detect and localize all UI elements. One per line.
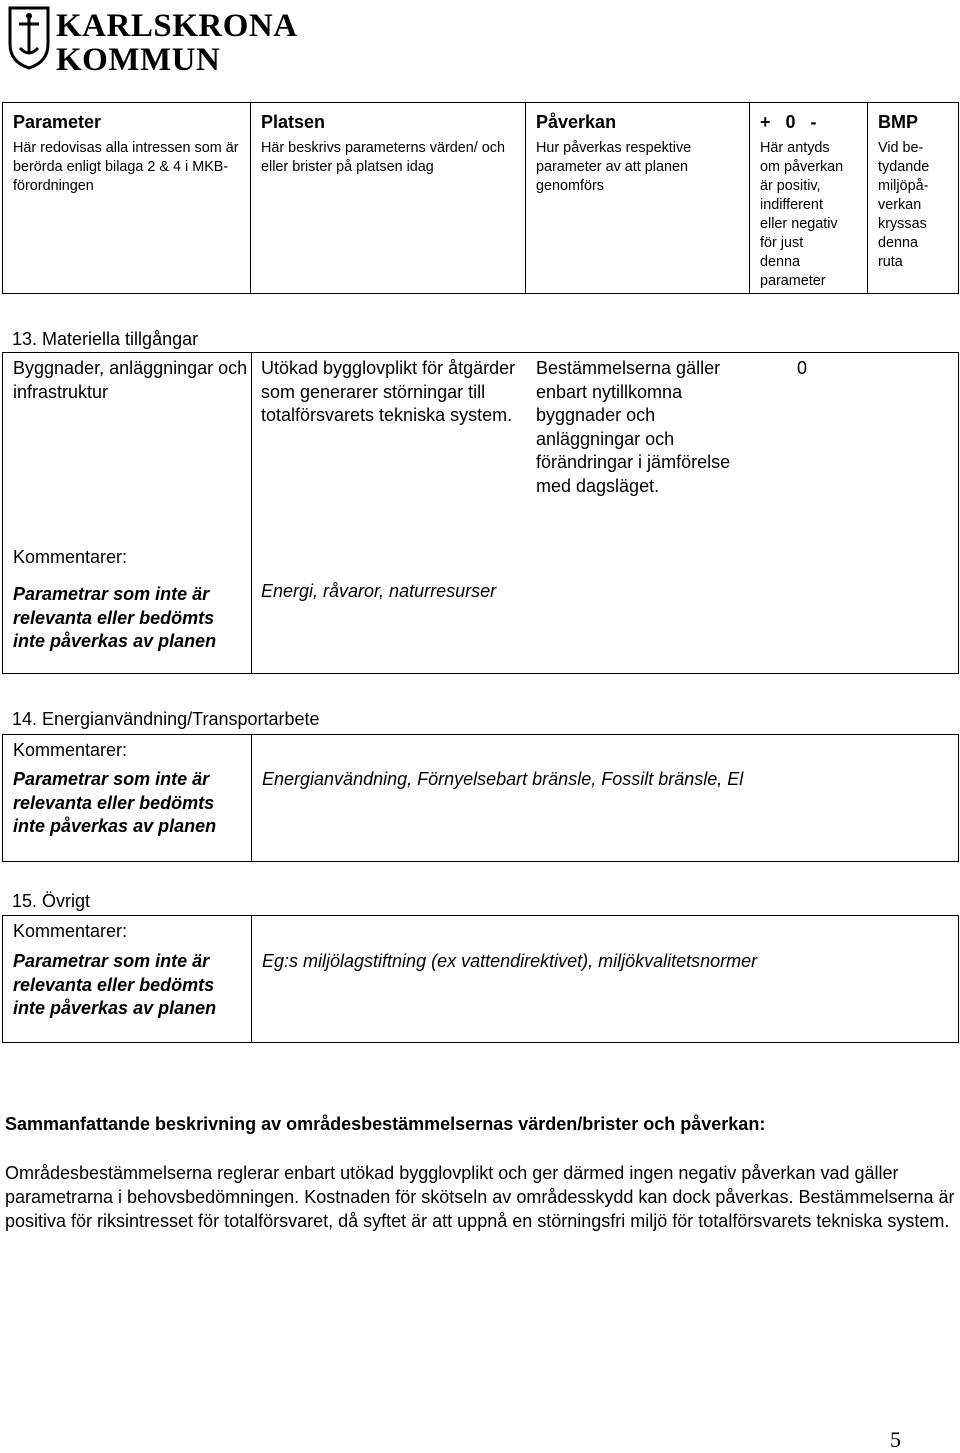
section15-title: 15. Övrigt	[12, 891, 91, 911]
section15-not-relevant-label: Parametrar som inte är relevanta eller bedömts inte påverkas av planen	[13, 951, 217, 1018]
header-sign-cell	[750, 103, 868, 293]
header-sign-desc	[760, 139, 867, 291]
karlskrona-logo	[6, 4, 306, 78]
logo-text-line1: KARLSKRONA	[56, 8, 298, 44]
header-sign-line: eller negativ	[760, 216, 838, 232]
municipal-seal-icon	[6, 4, 52, 70]
header-platsen-cell	[251, 103, 526, 293]
header-bmp-line: Vid be-	[878, 140, 924, 156]
section13-sign-value: 0	[797, 358, 808, 378]
header-parameter-desc: Här redovisas alla intressen som är berörda enligt bilaga 2 & 4 i MKB-förordningen	[13, 140, 239, 194]
header-bmp-cell	[868, 103, 958, 293]
header-sign-line: indifferent	[760, 197, 823, 213]
section13-not-relevant-label: Parametrar som inte är relevanta eller bedömts inte påverkas av planen	[13, 584, 217, 651]
summary-title: Sammanfattande beskrivning av områdesbestämmelsernas värden/brister och påverkan:	[5, 1114, 766, 1134]
section14-not-relevant-label: Parametrar som inte är relevanta eller bedömts inte påverkas av planen	[13, 769, 217, 836]
section14-title: 14. Energianvändning/Transportarbete	[12, 709, 320, 729]
header-platsen-title: Platsen	[261, 112, 326, 132]
section13-platsen-text: Utökad bygglovplikt för åtgärder som generarer störningar till totalförsvarets tekniska system.	[261, 358, 516, 425]
header-table	[2, 102, 959, 294]
section13-not-relevant-list: Energi, råvaror, naturresurser	[261, 581, 497, 601]
section13-content-cell	[251, 352, 959, 674]
header-sign-title: + 0 -	[760, 112, 817, 132]
section13-parameter-cell	[2, 352, 252, 674]
header-paverkan-cell	[526, 103, 750, 293]
section13-paverkan-text: Bestämmelserna gäller enbart nytillkomna byggnader och anläggningar och förändringar i jämförelse med dagsläget.	[536, 358, 731, 496]
header-bmp-line: denna	[878, 235, 919, 251]
section13-comment-label: Kommentarer:	[13, 547, 128, 567]
section14-comment-label: Kommentarer:	[13, 740, 128, 760]
section14-not-relevant-list: Energianvändning, Förnyelsebart bränsle, Fossilt bränsle, El	[262, 769, 744, 789]
header-bmp-line: tydande	[878, 159, 930, 175]
header-sign-line: Här antyds	[760, 140, 830, 156]
page-number: 5	[890, 1427, 901, 1452]
header-sign-line: är positiv,	[760, 178, 821, 194]
section15-comment-label: Kommentarer:	[13, 921, 128, 941]
header-sign-line: om påverkan	[760, 159, 844, 175]
section15-parameter-cell	[2, 915, 252, 1043]
header-bmp-line: kryssas	[878, 216, 927, 232]
section14-content-cell	[251, 734, 959, 862]
header-sign-line: för just	[760, 235, 804, 251]
header-paverkan-title: Påverkan	[536, 112, 617, 132]
header-parameter-title: Parameter	[13, 112, 102, 132]
section15-not-relevant-list: Eg:s miljölagstiftning (ex vattendirektivet), miljökvalitetsnormer	[262, 951, 758, 971]
header-parameter-cell	[3, 103, 251, 293]
section13-parameter-text: Byggnader, anläggningar och infrastruktur	[13, 358, 248, 402]
header-sign-line: denna	[760, 254, 801, 270]
logo-text-line2: KOMMUN	[56, 42, 221, 78]
header-bmp-desc	[878, 139, 958, 272]
summary-body: Områdesbestämmelserna reglerar enbart utökad bygglovplikt och ger därmed ingen negativ påverkan vad gäller parametrarna i behovsbedömningen. Kostnaden för skötseln av områdesskydd kan dock påverkas. Bestämmelserna är positiva för riksintresset för totalförsvaret, då syftet är att uppnå en störningsfri miljö för totalförsvarets tekniska system.	[5, 1163, 955, 1231]
header-bmp-line: ruta	[878, 254, 903, 270]
section14-parameter-cell	[2, 734, 252, 862]
header-sign-line: parameter	[760, 273, 826, 289]
header-platsen-desc: Här beskrivs parameterns värden/ och eller brister på platsen idag	[261, 140, 505, 175]
section15-content-cell	[251, 915, 959, 1043]
header-bmp-title: BMP	[878, 112, 918, 132]
header-bmp-line: miljöpå-	[878, 178, 929, 194]
header-paverkan-desc: Hur påverkas respektive parameter av att planen genomförs	[536, 140, 692, 194]
section13-title: 13. Materiella tillgångar	[12, 329, 199, 349]
header-bmp-line: verkan	[878, 197, 922, 213]
